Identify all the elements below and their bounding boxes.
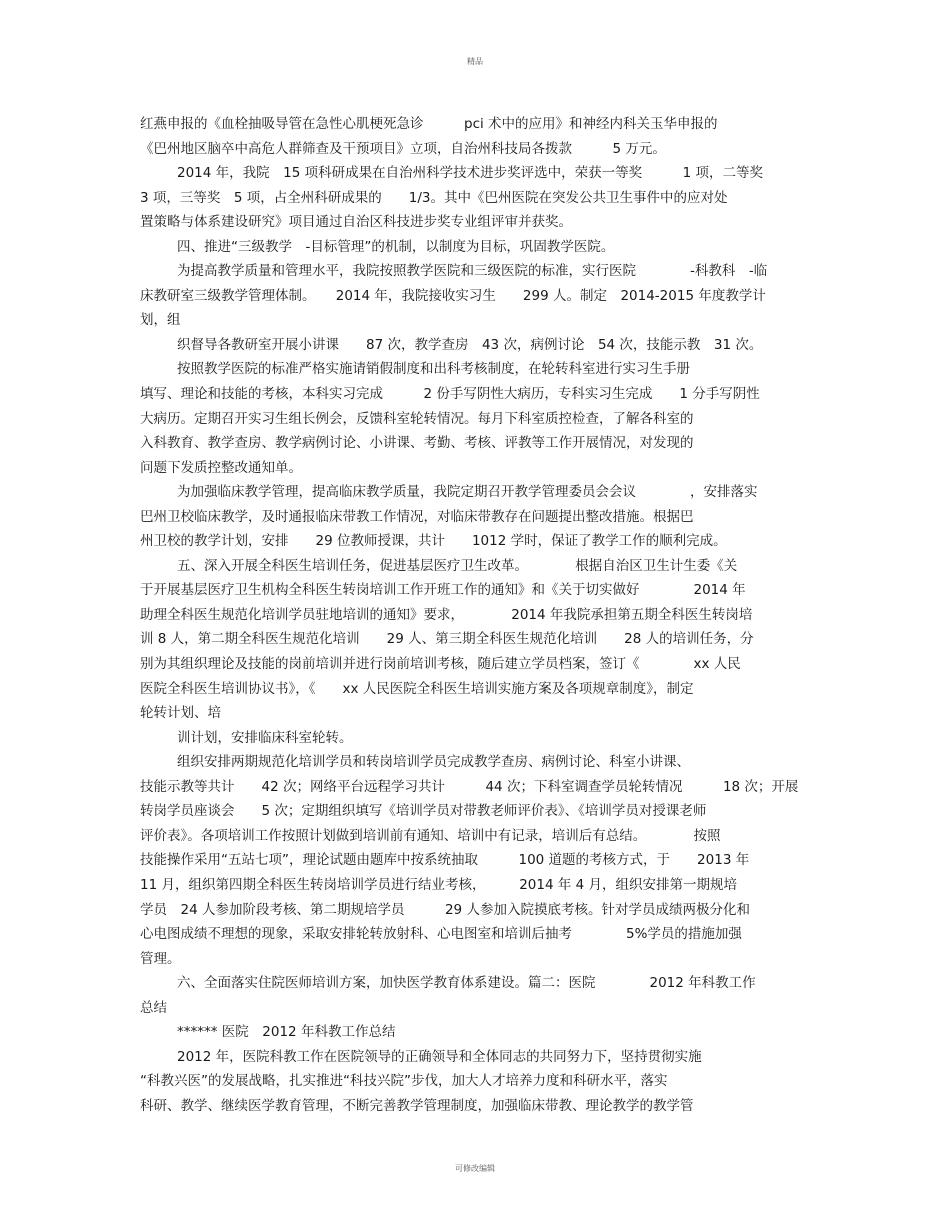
- text-line: 入科教育、教学查房、教学病例讨论、小讲课、考勤、考核、评教等工作开展情况，对发现的: [140, 435, 694, 452]
- text-line: 床教研室三级教学管理体制。 2014 年，我院接收实习生 299 人。制定 2014-2015 年度教学计: [140, 287, 766, 304]
- text-line: 转岗学员座谈会 5 次；定期组织填写《培训学员对带教老师评价表》、《培训学员对授课老师: [140, 803, 707, 820]
- text-line: 五、深入开展全科医生培训任务，促进基层医疗卫生改革。 根据自治区卫生计生委《关: [177, 557, 738, 574]
- text-line: 训 8 人，第二期全科医生规范化培训 29 人、第三期全科医生规范化培训 28 人的培训任务，分: [140, 631, 754, 648]
- text-line: 《巴州地区脑卒中高危人群筛查及干预项目》立项，自治州科技局各拨款 5 万元。: [140, 140, 666, 157]
- text-line: “科教兴医”的发展战略，扎实推进“科技兴院”步伐，加大人才培养力度和科研水平，落实: [140, 1073, 668, 1090]
- text-line: 于开展基层医疗卫生机构全科医生转岗培训工作开班工作的通知》和《关于切实做好 2014 年: [140, 582, 746, 599]
- text-line: 巴州卫校临床教学，及时通报临床带教工作情况，对临床带教存在问题提出整改措施。根据巴: [140, 508, 694, 525]
- text-line: 3 项，三等奖 5 项，占全州科研成果的 1/3。其中《巴州医院在突发公共卫生事件中的应对处: [140, 189, 728, 206]
- text-line: 大病历。定期召开实习生组长例会，反馈科室轮转情况。每月下科室质控检查，了解各科室的: [140, 410, 694, 427]
- text-line: 技能操作采用“五站七项”，理论试题由题库中按系统抽取 100 道题的考核方式，于 2013 年: [140, 852, 750, 869]
- text-line: 划，组: [140, 312, 181, 329]
- text-line: 四、推进“三级教学 -目标管理”的机制，以制度为目标，巩固教学医院。: [177, 238, 615, 255]
- text-line: 心电图成绩不理想的现象，采取安排轮转放射科、心电图室和培训后抽考 5%学员的措施加强: [140, 926, 742, 943]
- text-line: 州卫校的教学计划，安排 29 位教师授课，共计 1012 学时，保证了教学工作的顺利完成。: [140, 533, 727, 550]
- page-header-mark: 精品: [467, 57, 483, 66]
- text-line: 助理全科医生规范化培训学员驻地培训的通知》要求， 2014 年我院承担第五期全科医生转岗培: [140, 606, 753, 623]
- text-line: 2014 年，我院 15 项科研成果在自治州科学技术进步奖评选中，荣获一等奖 1 项，二等奖: [177, 165, 763, 182]
- text-line: 科研、教学、继续医学教育管理，不断完善教学管理制度，加强临床带教、理论教学的教学管: [140, 1097, 694, 1114]
- text-line: 轮转计划、培: [140, 705, 221, 722]
- page-footer-mark: 可修改编辑: [455, 1164, 495, 1173]
- text-line: 训计划，安排临床科室轮转。: [177, 729, 353, 746]
- text-line: 织督导各教研室开展小讲课 87 次，教学查房 43 次，病例讨论 54 次，技能示教 31 次。: [177, 336, 763, 353]
- text-line: 管理。: [140, 950, 181, 967]
- text-line: 组织安排两期规范化培训学员和转岗培训学员完成教学查房、病例讨论、科室小讲课、: [177, 754, 690, 771]
- text-line: 置策略与体系建设研究》项目通过自治区科技进步奖专业组评审并获奖。: [140, 214, 572, 231]
- text-line: 2012 年，医院科教工作在医院领导的正确领导和全体同志的共同努力下，坚持贯彻实施: [177, 1048, 702, 1065]
- document-body: [140, 112, 800, 1118]
- text-line: 11 月，组织第四期全科医生转岗培训学员进行结业考核， 2014 年 4 月，组织安排第一期规培: [140, 876, 738, 893]
- text-line: 为加强临床教学管理，提高临床教学质量，我院定期召开教学管理委员会会议 ，安排落实: [177, 484, 758, 501]
- text-line: 评价表》。各项培训工作按照计划做到培训前有通知、培训中有记录，培训后有总结。 按照: [140, 827, 721, 844]
- text-line: 总结: [140, 999, 167, 1016]
- text-line: 别为其组织理论及技能的岗前培训并进行岗前培训考核，随后建立学员档案，签订《 xx 人民: [140, 656, 741, 673]
- text-line: 医院全科医生培训协议书》，《 xx 人民医院全科医生培训实施方案及各项规章制度》，制定: [140, 680, 694, 697]
- text-line: 为提高教学质量和管理水平，我院按照教学医院和三级医院的标准，实行医院 -科教科 -临: [177, 263, 768, 280]
- text-line: 六、全面落实住院医师培训方案，加快医学教育体系建设。篇二：医院 2012 年科教工作: [177, 975, 756, 992]
- text-line: ****** 医院 2012 年科教工作总结: [177, 1024, 396, 1041]
- text-line: 红燕申报的《血栓抽吸导管在急性心肌梗死急诊 pci 术中的应用》和神经内科关玉华申报的: [140, 116, 718, 132]
- text-line: 技能示教等共计 42 次；网络平台远程学习共计 44 次；下科室调查学员轮转情况 18 次；开展: [140, 778, 799, 795]
- text-line: 学员 24 人参加阶段考核、第二期规培学员 29 人参加入院摸底考核。针对学员成绩两极分化和: [140, 901, 750, 918]
- text-line: 问题下发质控整改通知单。: [140, 459, 302, 476]
- text-line: 按照教学医院的标准严格实施请销假制度和出科考核制度，在轮转科室进行实习生手册: [177, 361, 690, 378]
- text-line: 填写、理论和技能的考核，本科实习完成 2 份手写阴性大病历，专科实习生完成 1 分手写阴性: [140, 386, 760, 403]
